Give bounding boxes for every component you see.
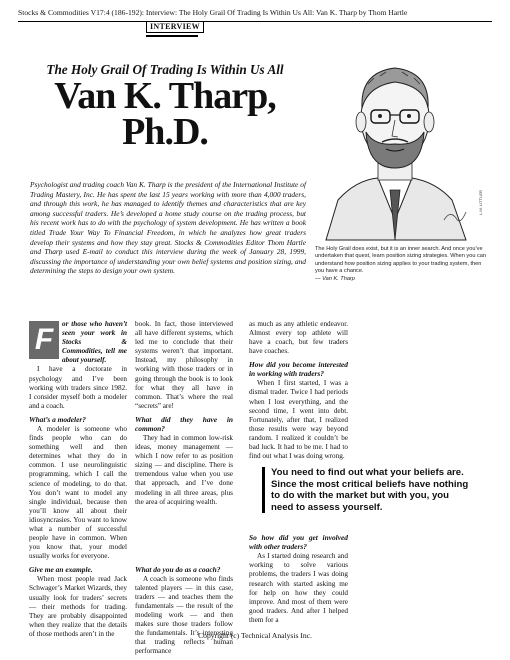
drop-cap: F: [29, 321, 59, 359]
photo-credit: L.M. LITTLER: [478, 190, 483, 215]
paragraph: When I first started, I was a dismal trader. Twice I had periods when I lost everything, and the second time, I went into debt. Fortunately, after that, I realized those results were way beyond random. I realized it couldn’t be bad luck. It had to be me. I had to find out what I was doing wrong.: [249, 379, 348, 461]
article-headline: [30, 75, 300, 153]
headline-line-1: Van K. Tharp,: [54, 75, 276, 117]
question-heading: What’s a modeler?: [29, 414, 86, 424]
paragraph: A coach is someone who finds talented players — in this case, traders — and teaches them the fundamentals — the result of the modeling work — and then makes sure those traders follow the fundamentals. It’s interesting that trading reflects human performance: [135, 574, 233, 656]
question-heading: So how did you get involved with other traders?: [249, 533, 348, 552]
paragraph: A modeler is someone who finds people who can do something well and then determines what they do in common. I use neurolinguistic programming, which I call the science of modeling, to do that. You don’t want to model any single individual, because then you’ll know all about their idiosyncrasies. You want to know what a number of successful people have in common. When you know that, your model usually works for everyone.: [29, 424, 127, 561]
question-heading: What do you do as a coach?: [135, 564, 221, 574]
body-column-1: [29, 320, 127, 638]
section-tag: INTERVIEW: [146, 21, 204, 33]
paragraph: When most people read Jack Schwager’s Market Wizards, they usually look for traders’ secrets — their methods for trading. They are probably disappointed when they realize that the details of those methods aren’t in the: [29, 575, 127, 638]
pull-quote: You need to find out what your beliefs are. Since the most critical beliefs have nothing to do with the market but with you, you need to assess yourself.: [262, 467, 471, 513]
article-intro: Psychologist and trading coach Van K. Tharp is the president of the International Institute of Trading Mastery, Inc. He has spent the last 15 years working with more than 4,000 traders, and through this work, he has managed to identify themes and characteristics that are key among successful traders. He’s developed a home study course on the trading process, but his recent work has to do with the psychology of system development. He has written a book titled Trade Your Way To Financial Freedom, in which he analyzes how great traders develop their systems and how they stay great. Stocks & Commodities Editor Thom Hartle and Tharp used E-mail to conduct this interview during the week of January 28, 1999, discussing the importance of understanding your own belief systems and position sizing, and determining the steps to design your own system.: [30, 180, 306, 276]
copyright-footer: Copyright (c) Technical Analysis Inc.: [198, 631, 312, 640]
paragraph: They had in common low-risk ideas, money management — which I now refer to as position sizing — and discipline. There is tremendous value when you use that approach, and I’ve done modeling in all three areas, plus the area of acquiring wealth.: [135, 433, 233, 506]
question-heading: How did you become interested in working with traders?: [249, 360, 348, 379]
section-tag-underline: [146, 35, 198, 37]
photo-caption: [315, 246, 487, 283]
running-header: Stocks & Commodities V17:4 (186-192): Interview: The Holy Grail Of Trading Is Within Us All: Van K. Tharp by Thom Hartle: [18, 8, 408, 17]
lead-question-text: or those who haven’t seen your work in Stocks & Commodities, tell me about yourself.: [62, 320, 127, 365]
paragraph: book. In fact, those interviewed all have different systems, which led me to conclude that their systems weren’t that important. Instead, my philosophy in working with those traders or in going through the book is to look for what they all have in common. That’s where the real “secrets” are!: [135, 320, 233, 410]
caption-attribution: — Van K. Tharp: [315, 275, 355, 282]
body-column-2: [135, 320, 233, 656]
lead-question: [29, 320, 127, 365]
header-rule: [18, 21, 492, 22]
paragraph: I have a doctorate in psychology and I’ve been working with traders since 1982. I consider myself both a modeler and a coach.: [29, 365, 127, 410]
paragraph: As I started doing research and working to solve various problems, the traders I was doing research with started asking me for help on how they could improve. And most of them were good traders. And after I helped them for a: [249, 552, 348, 624]
portrait-illustration: [316, 50, 474, 240]
paragraph: as much as any athletic endeavor. Almost every top athlete will have a coach, but few traders have coaches.: [249, 320, 348, 356]
headline-line-2: Ph.D.: [122, 111, 208, 153]
question-heading: Give me an example.: [29, 565, 93, 575]
question-heading: What did they have in common?: [135, 414, 233, 433]
article-kicker: The Holy Grail Of Trading Is Within Us All: [46, 62, 284, 77]
caption-text: The Holy Grail does exist, but it is an inner search. And once you’ve undertaken that quest, learn position sizing strategies. When you can understand how position sizing applies to your trading system, then you have a chance.: [315, 246, 487, 275]
